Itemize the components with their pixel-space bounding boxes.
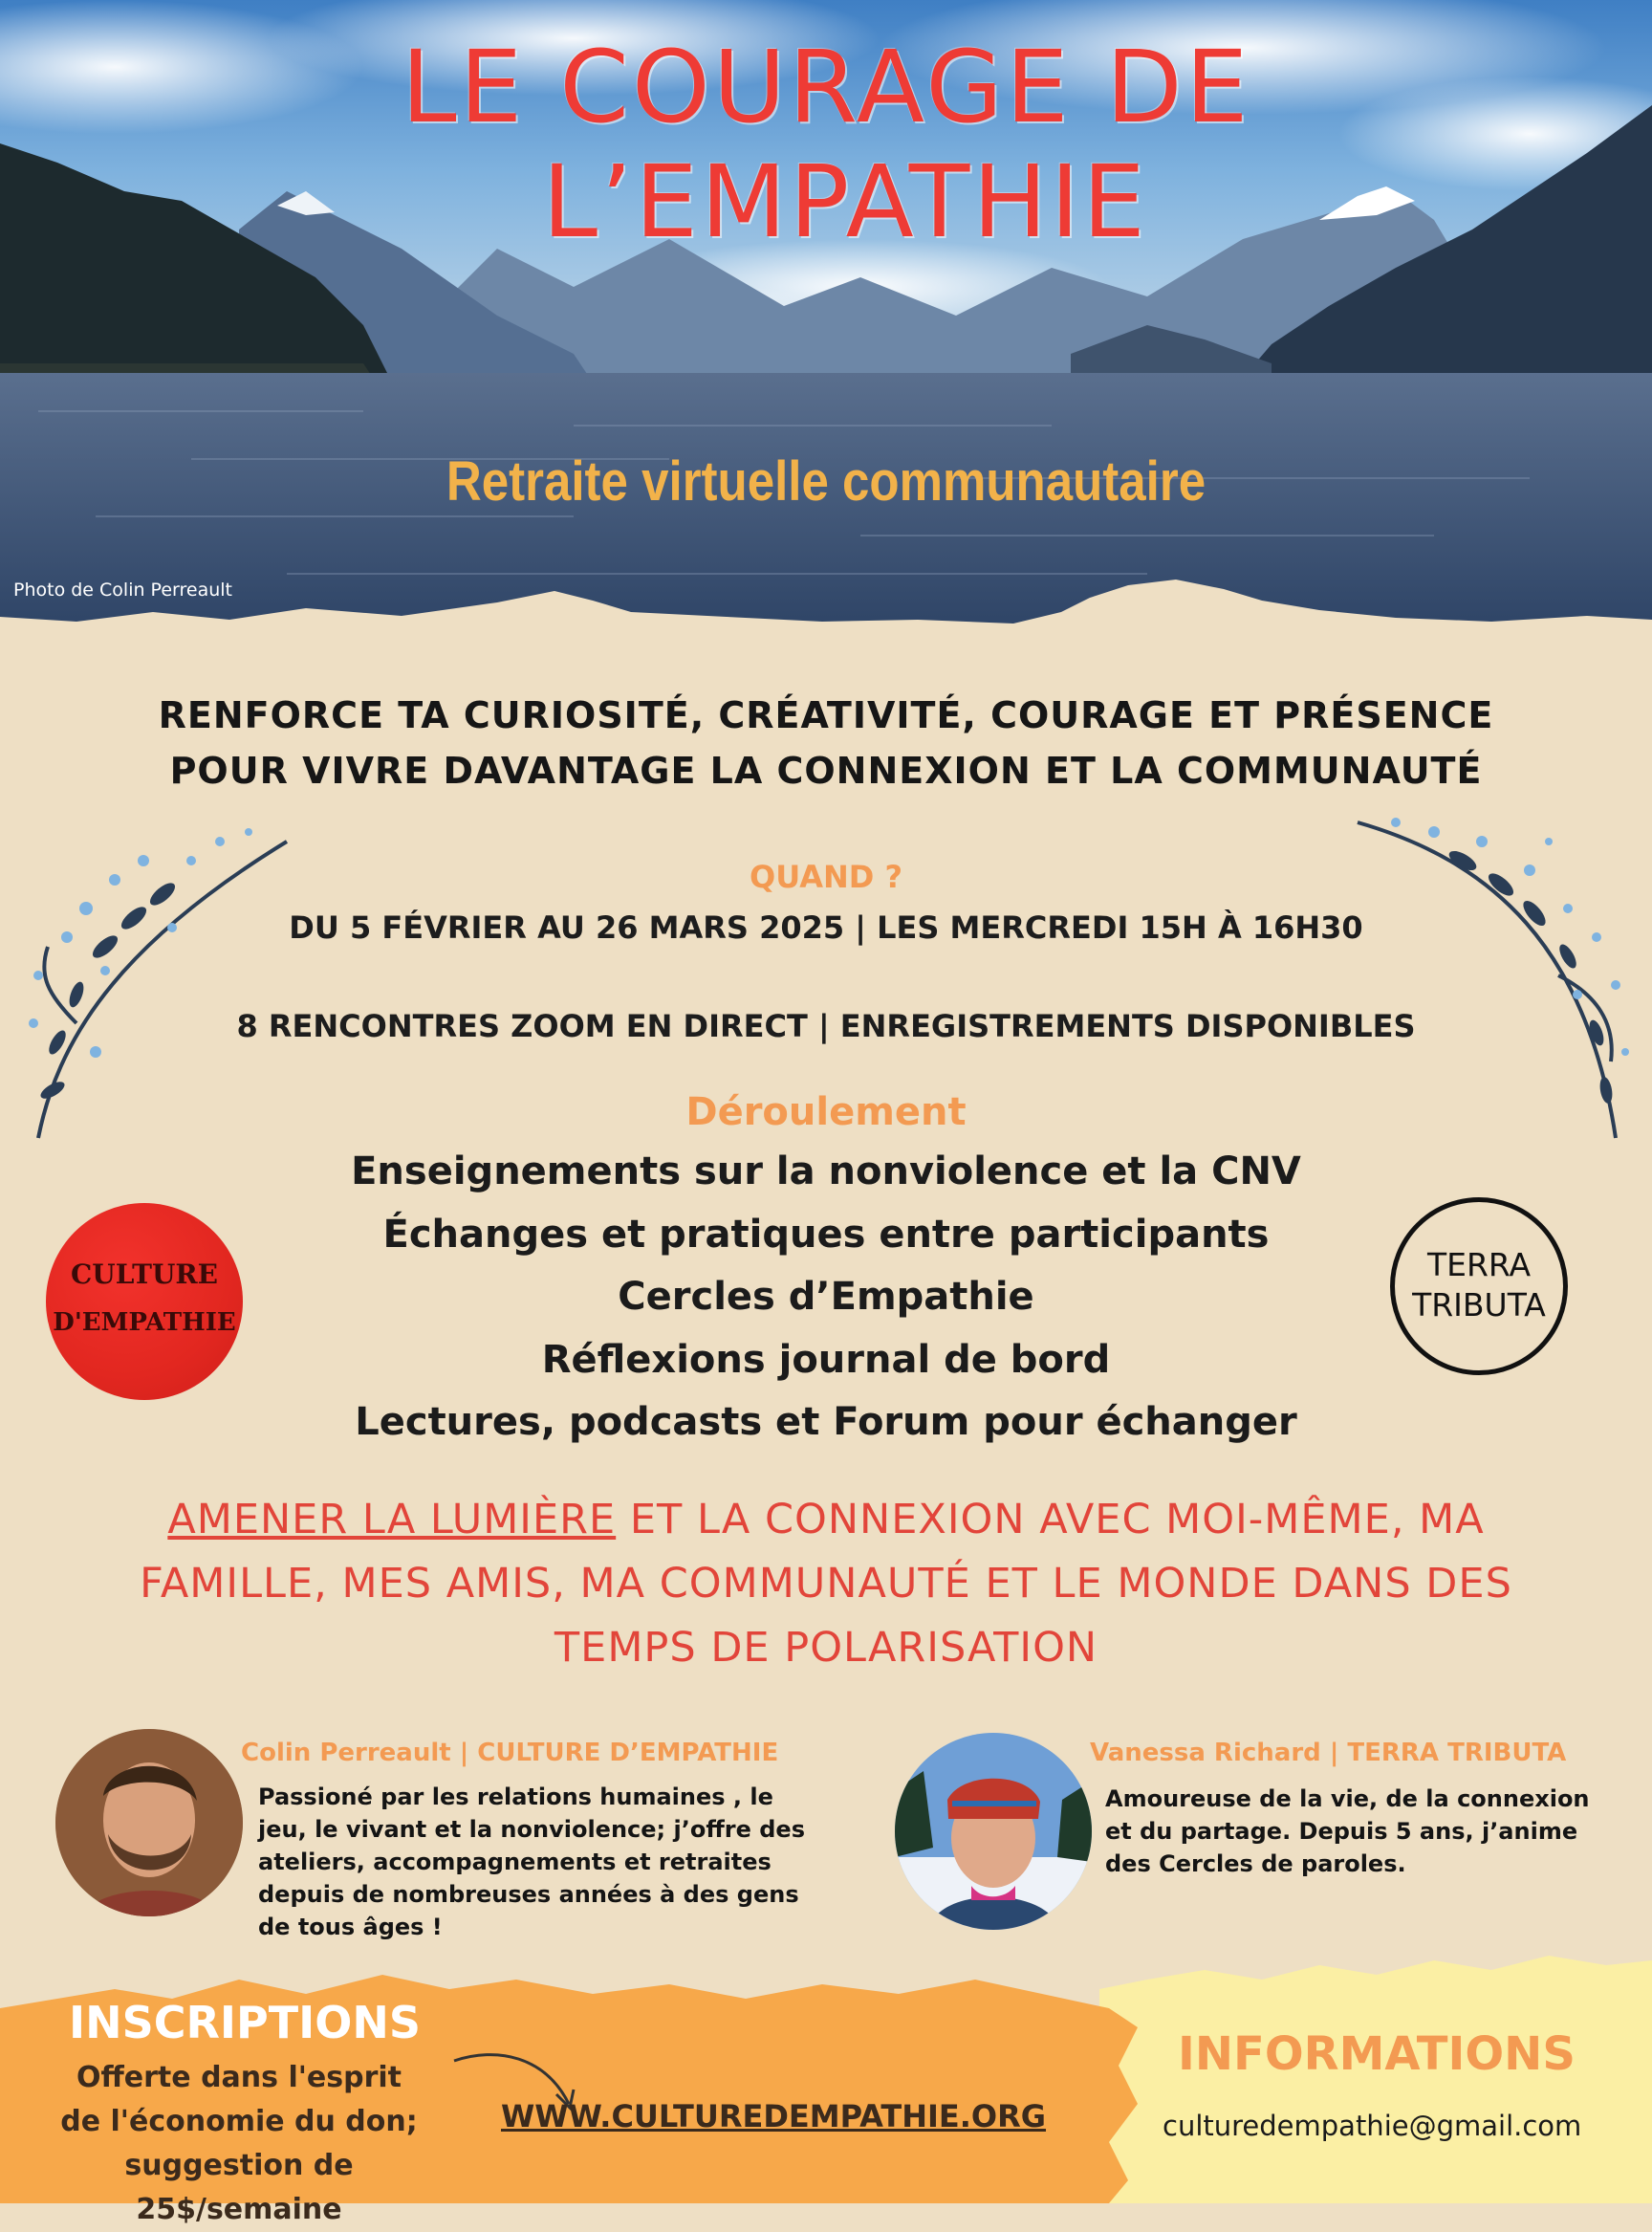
logo-ce-line-1: CULTURE (71, 1258, 218, 1290)
inscriptions-line-3: suggestion de 25$/semaine (124, 2149, 354, 2226)
colin-bio-line-2: jeu, le vivant et la nonviolence; j’offre des (258, 1816, 805, 1843)
program-item-3: Cercles d’Empathie (618, 1275, 1034, 1319)
mission-line-2: FAMILLE, MES AMIS, MA COMMUNAUTÉ ET LE MONDE DANS DES (140, 1560, 1512, 1608)
colin-name: Colin Perreault | CULTURE D’EMPATHIE (241, 1739, 779, 1767)
vanessa-bio-line-3: des Cercles de paroles. (1105, 1850, 1406, 1877)
inscriptions-line-1: Offerte dans l'esprit (76, 2061, 402, 2094)
terra-tributa-logo (1390, 1197, 1568, 1375)
program-item-1: Enseignements sur la nonviolence et la CNV (351, 1149, 1301, 1193)
footer (0, 1951, 1652, 2226)
vanessa-avatar (895, 1733, 1092, 1930)
vanessa-bio-line-1: Amoureuse de la vie, de la connexion (1105, 1785, 1590, 1812)
colin-bio-line-1: Passioné par les relations humaines , le (258, 1783, 773, 1810)
logo-tt-line-2: TRIBUTA (1412, 1286, 1546, 1324)
program-label: Déroulement (685, 1090, 967, 1134)
program-item-5: Lectures, podcasts et Forum pour échanger (355, 1400, 1297, 1444)
program-item-4: Réflexions journal de bord (541, 1338, 1111, 1382)
vanessa-bio-line-2: et du partage. Depuis 5 ans, j’anime (1105, 1818, 1578, 1845)
inscriptions-text (29, 2056, 449, 2232)
inscriptions-line-2: de l'économie du don; (60, 2105, 418, 2138)
vanessa-bio (1105, 1783, 1612, 1880)
colin-avatar (55, 1729, 243, 1916)
culture-dempathie-logo (46, 1203, 243, 1400)
program-item-2: Échanges et pratiques entre participants (382, 1213, 1270, 1257)
website-link[interactable]: WWW.CULTUREDEMPATHIE.ORG (501, 2098, 1047, 2134)
subtitle: Retraite virtuelle communautaire (446, 450, 1206, 513)
when-dates: DU 5 FÉVRIER AU 26 MARS 2025 | LES MERCREDI 15H À 16H30 (289, 909, 1363, 946)
title-line-1: LE COURAGE DE (401, 29, 1251, 145)
mission-line-1 (0, 1496, 1652, 1543)
informations-title: INFORMATIONS (1178, 2027, 1576, 2081)
hero-photo (0, 0, 1652, 631)
photo-credit: Photo de Colin Perreault (13, 580, 233, 601)
email-link[interactable]: culturedempathie@gmail.com (1163, 2110, 1582, 2142)
colin-bio (258, 1781, 811, 1943)
vanessa-name: Vanessa Richard | TERRA TRIBUTA (1090, 1739, 1567, 1767)
when-label: QUAND ? (749, 859, 902, 895)
logo-ce-line-2: D'EMPATHIE (53, 1308, 236, 1337)
colin-bio-line-5: de tous âges ! (258, 1914, 443, 1940)
colin-bio-line-4: depuis de nombreuses années à des gens (258, 1881, 799, 1908)
colin-bio-line-3: ateliers, accompagnements et retraites (258, 1849, 772, 1875)
inscriptions-title: INSCRIPTIONS (69, 1997, 421, 2048)
mission-line-1-rest: ET LA CONNEXION AVEC MOI-MÊME, MA (616, 1496, 1485, 1543)
title-line-2: L’EMPATHIE (542, 143, 1148, 260)
headline-line-2: POUR VIVRE DAVANTAGE LA CONNEXION ET LA COMMUNAUTÉ (169, 750, 1483, 792)
when-format: 8 RENCONTRES ZOOM EN DIRECT | ENREGISTREMENTS DISPONIBLES (236, 1008, 1416, 1044)
headline-line-1: RENFORCE TA CURIOSITÉ, CRÉATIVITÉ, COURAGE ET PRÉSENCE (158, 694, 1494, 736)
mission-highlight: AMENER LA LUMIÈRE (167, 1496, 617, 1543)
logo-tt-line-1: TERRA (1426, 1246, 1532, 1283)
mission-line-3: TEMPS DE POLARISATION (554, 1624, 1098, 1672)
